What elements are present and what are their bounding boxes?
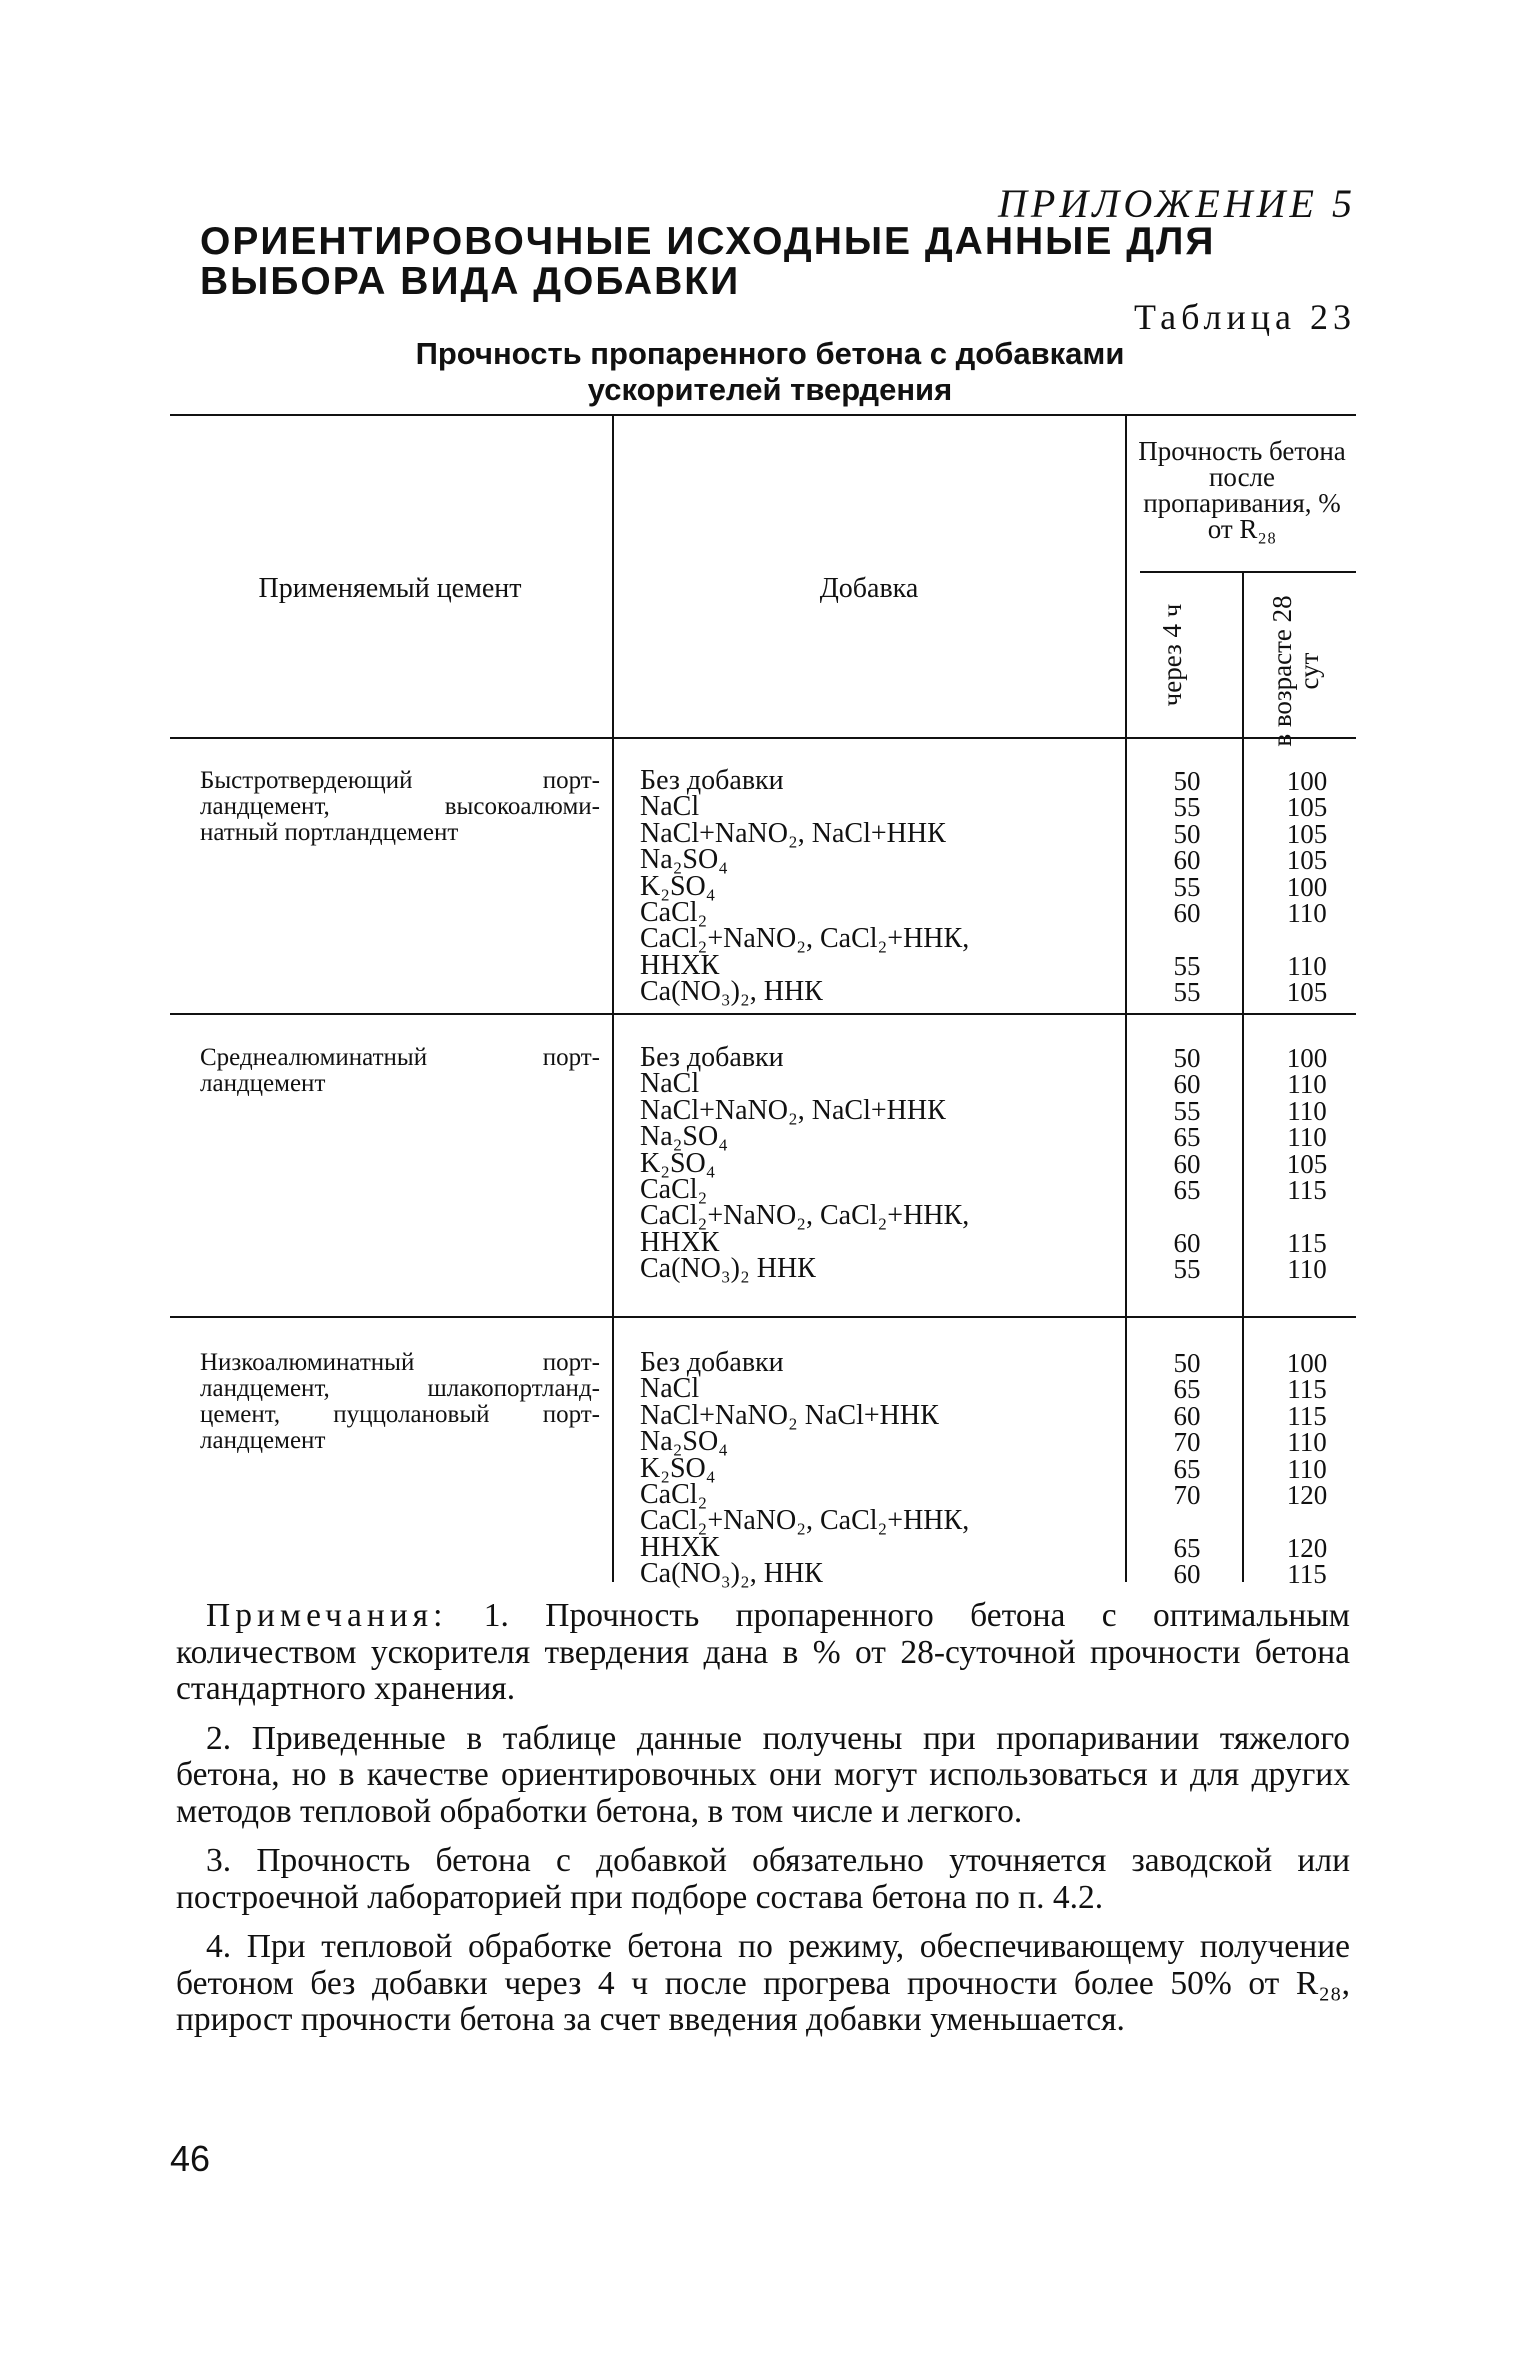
strength-4h-value: 60 — [1173, 1069, 1201, 1100]
strength-subheader-rule — [1140, 571, 1356, 573]
strength-4h-value: 50 — [1173, 818, 1201, 849]
strength-4h-value: 50 — [1173, 1043, 1201, 1073]
cement-type-line: Низкоалюминатный порт- — [200, 1349, 600, 1376]
page-number: 46 — [170, 2138, 211, 2179]
table-number: Таблица 23 — [1134, 297, 1356, 337]
additive-list — [640, 765, 1110, 1008]
header-bottom-rule — [170, 737, 1356, 739]
cement-type — [200, 1350, 600, 1454]
additive-item: Na₂SO₄ — [640, 844, 728, 876]
additive-item: Ca(NO₃)₂ ННК — [640, 1253, 816, 1285]
additive-item: Без добавки — [640, 1347, 784, 1378]
additive-item: K₂SO₄ — [640, 1147, 716, 1179]
strength-4h-value: 70 — [1173, 1479, 1201, 1510]
column-divider-values — [1242, 573, 1244, 1582]
cement-type-line: Среднеалюминатный порт- — [200, 1044, 600, 1071]
table-caption — [320, 336, 1220, 408]
strength-4h-value: 55 — [1173, 1095, 1201, 1126]
strength-4h-value: 60 — [1173, 1148, 1201, 1179]
header-cement: Применяемый цемент — [258, 573, 522, 604]
strength-4h-value: 65 — [1173, 1532, 1201, 1563]
strength-28d-value — [1267, 1508, 1347, 1534]
additive-item: CaCl₂ — [640, 896, 708, 928]
header-after-4h: через 4 ч — [1157, 603, 1187, 707]
additive-item: CaCl₂+NaNO₂, CaCl₂+ННК, — [640, 1200, 970, 1232]
strength-4h-value: 65 — [1173, 1174, 1201, 1205]
cement-type — [200, 768, 600, 846]
appendix-label: ПРИЛОЖЕНИЕ 5 — [998, 181, 1356, 226]
cement-type-line: Быстротвердеющий порт- — [200, 767, 600, 794]
strength-28d-value: 115 — [1287, 1174, 1327, 1205]
additive-item: NaCl — [640, 791, 700, 823]
strength-4h-value: 70 — [1173, 1427, 1201, 1458]
cement-type-line: ландцемент, высокоалюми- — [200, 793, 600, 820]
additive-item: NaCl+NaNO₂ NaCl+ННК — [640, 1399, 939, 1431]
additive-item: ННХК — [640, 1226, 720, 1258]
strength-4h-value: 55 — [1173, 1254, 1201, 1285]
strength-4h-value: 65 — [1173, 1453, 1201, 1484]
additive-item: K₂SO₄ — [640, 870, 716, 902]
additive-item: Na₂SO₄ — [640, 1426, 728, 1458]
additive-item: ННХК — [640, 949, 720, 981]
strength-4h-value: 55 — [1173, 792, 1201, 823]
note-2: 2. Приведенные в таблице данные получены при пропаривании тяжелого бетона, но в качестве ориентировочных они могут использоваться и для других методов тепловой обработки бетона, в том числе и легкого. — [176, 1719, 1350, 1830]
table-top-rule — [170, 414, 1356, 416]
cement-type-line: цемент, пуццолановый порт- — [200, 1401, 600, 1428]
additive-item: CaCl₂+NaNO₂, CaCl₂+ННК, — [640, 1505, 970, 1537]
cement-type-line: натный портландцемент — [200, 819, 459, 846]
values-at-28d — [1267, 1350, 1347, 1588]
header-at-28d: в возрасте 28 сут — [1267, 595, 1324, 747]
notes-label: Примечания: — [206, 1597, 448, 1634]
values-after-4h — [1147, 1045, 1227, 1283]
additive-item: NaCl — [640, 1373, 700, 1405]
cement-type-line: ландцемент — [200, 1070, 326, 1097]
header-strength: Прочность бетона после пропаривания, % от R₂₈ — [1138, 436, 1346, 544]
strength-28d-value: 115 — [1287, 1559, 1327, 1590]
additive-list — [640, 1042, 1110, 1285]
additive-item: CaCl₂ — [640, 1478, 708, 1510]
header-additive: Добавка — [819, 573, 919, 604]
additive-list — [640, 1347, 1110, 1590]
strength-28d-value: 105 — [1286, 792, 1328, 823]
strength-4h-value: 60 — [1173, 1559, 1201, 1590]
strength-4h-value: 50 — [1173, 766, 1201, 796]
column-divider-additive — [1125, 416, 1127, 1582]
strength-28d-value: 115 — [1287, 1227, 1327, 1258]
cement-type-line: ландцемент — [200, 1427, 326, 1454]
additive-item: Na₂SO₄ — [640, 1121, 728, 1153]
values-at-28d — [1267, 1045, 1347, 1283]
strength-28d-value — [1267, 926, 1347, 952]
strength-28d-value: 115 — [1287, 1400, 1327, 1431]
strength-28d-value: 110 — [1287, 1095, 1327, 1126]
table-caption-line: ускорителей твердения — [587, 372, 953, 407]
strength-28d-value: 110 — [1287, 950, 1327, 981]
values-at-28d — [1267, 768, 1347, 1006]
additive-item: NaCl+NaNO₂, NaCl+ННК — [640, 1094, 946, 1126]
additive-item: Без добавки — [640, 1042, 784, 1073]
strength-4h-value: 60 — [1173, 897, 1201, 928]
values-after-4h — [1147, 1350, 1227, 1588]
group-divider-1 — [170, 1013, 1356, 1015]
additive-item: ННХК — [640, 1531, 720, 1563]
group-divider-2 — [170, 1316, 1356, 1318]
strength-28d-value: 105 — [1286, 977, 1328, 1008]
strength-28d-value: 120 — [1286, 1479, 1328, 1510]
additive-item: Ca(NO₃)₂, ННК — [640, 1558, 823, 1590]
table-caption-line: Прочность пропаренного бетона с добавками — [415, 336, 1125, 371]
strength-28d-value: 110 — [1287, 1254, 1327, 1285]
strength-4h-value: 55 — [1173, 950, 1201, 981]
cement-type-line: ландцемент, шлакопортланд- — [200, 1375, 600, 1402]
strength-28d-value: 110 — [1287, 897, 1327, 928]
strength-4h-value — [1147, 1508, 1227, 1534]
strength-28d-value: 110 — [1287, 1122, 1327, 1153]
strength-4h-value: 60 — [1173, 1227, 1201, 1258]
additive-item: NaCl — [640, 1068, 700, 1100]
note-text: 1. Прочность пропаренного бетона с оптимальным количеством ускорителя твердения дана в % от 28-суточной прочности бетона стандартного хранения. — [176, 1597, 1351, 1707]
strength-4h-value — [1147, 926, 1227, 952]
strength-28d-value: 105 — [1286, 845, 1328, 876]
strength-28d-value: 115 — [1287, 1374, 1327, 1405]
strength-28d-value: 100 — [1286, 766, 1328, 796]
strength-4h-value: 60 — [1173, 845, 1201, 876]
strength-28d-value — [1267, 1203, 1347, 1229]
strength-28d-value: 110 — [1287, 1453, 1327, 1484]
strength-4h-value — [1147, 1203, 1227, 1229]
additive-item: CaCl₂+NaNO₂, CaCl₂+ННК, — [640, 923, 970, 955]
additive-item: NaCl+NaNO₂, NaCl+ННК — [640, 817, 946, 849]
strength-28d-value: 110 — [1287, 1427, 1327, 1458]
strength-28d-value: 120 — [1286, 1532, 1328, 1563]
strength-4h-value: 50 — [1173, 1348, 1201, 1378]
strength-4h-value: 55 — [1173, 977, 1201, 1008]
values-after-4h — [1147, 768, 1227, 1006]
page-title: ОРИЕНТИРОВОЧНЫЕ ИСХОДНЫЕ ДАННЫЕ ДЛЯ ВЫБОРА ВИДА ДОБАВКИ — [200, 220, 1216, 303]
strength-4h-value: 65 — [1173, 1122, 1201, 1153]
cement-type — [200, 1045, 600, 1097]
strength-4h-value: 65 — [1173, 1374, 1201, 1405]
additive-item: K₂SO₄ — [640, 1452, 716, 1484]
strength-28d-value: 110 — [1287, 1069, 1327, 1100]
strength-28d-value: 100 — [1286, 1043, 1328, 1073]
strength-28d-value: 100 — [1286, 1348, 1328, 1378]
notes-section — [176, 1598, 1350, 2052]
strength-28d-value: 105 — [1286, 1148, 1328, 1179]
note-3: 3. Прочность бетона с добавкой обязательно уточняется заводской или построечной лабораторией при подборе состава бетона по п. 4.2. — [176, 1842, 1350, 1916]
additive-item: CaCl₂ — [640, 1173, 708, 1205]
note-1 — [176, 1598, 1350, 1708]
strength-28d-value: 100 — [1286, 871, 1328, 902]
additive-item: Ca(NO₃)₂, ННК — [640, 976, 823, 1008]
note-4: 4. При тепловой обработке бетона по режиму, обеспечивающему получение бетоном без добавки через 4 ч после прогрева прочности более 50% от R₂₈, прирост прочности бетона за счет введения добавки уменьшается. — [176, 1928, 1350, 2038]
strength-28d-value: 105 — [1286, 818, 1328, 849]
additive-item: Без добавки — [640, 765, 784, 796]
strength-4h-value: 60 — [1173, 1400, 1201, 1431]
strength-4h-value: 55 — [1173, 871, 1201, 902]
